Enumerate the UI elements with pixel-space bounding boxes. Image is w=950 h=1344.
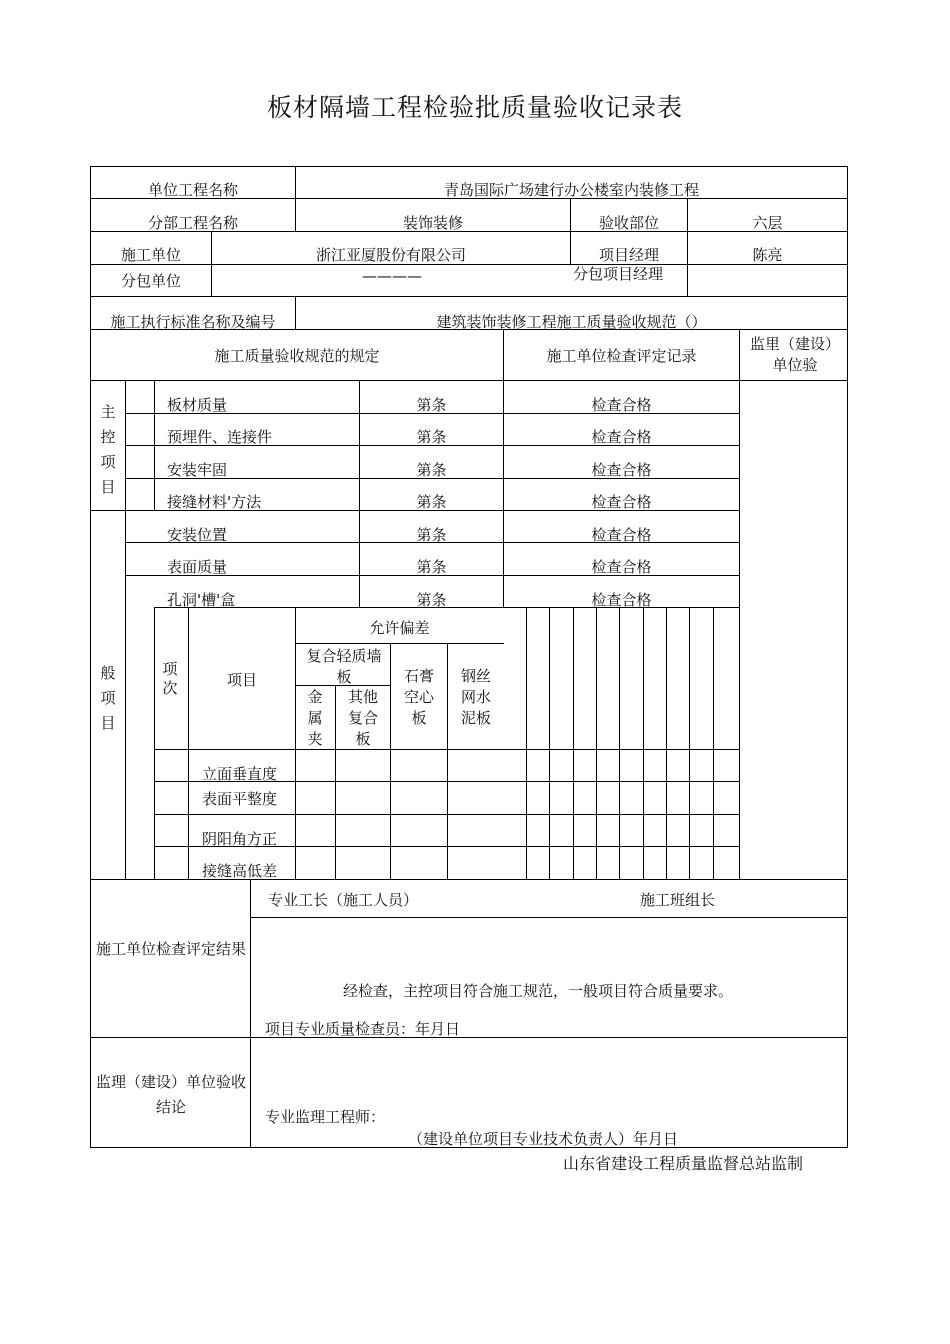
manager-value: 陈亮 bbox=[752, 246, 783, 264]
main-item-name: 接缝材料'方法 bbox=[167, 493, 262, 511]
main-item-result: 检查合格 bbox=[591, 493, 652, 511]
acceptance-part-label: 验收部位 bbox=[598, 214, 659, 232]
division-label: 分部工程名称 bbox=[147, 214, 238, 232]
manager-label: 项目经理 bbox=[598, 246, 659, 264]
general-item-name: 安装位置 bbox=[167, 526, 228, 544]
contractor-conclusion: 经检查，主控项目符合施工规范，一般项目符合质量要求。 bbox=[343, 982, 734, 1000]
subcontractor-value: ———— bbox=[362, 267, 422, 285]
general-item-clause: 第条 bbox=[416, 558, 447, 576]
owner-rep-line: （建设单位项目专业技术负责人）年月日 bbox=[408, 1130, 679, 1148]
general-item-clause: 第条 bbox=[416, 591, 447, 609]
contractor-result-label: 施工单位检查评定结果 bbox=[96, 940, 247, 958]
supervisor-result-label: 监理（建设）单位验收结论 bbox=[96, 1073, 247, 1116]
column-spec: 施工质量验收规范的规定 bbox=[214, 347, 380, 365]
general-item-clause: 第条 bbox=[416, 526, 447, 544]
division-value: 装饰装修 bbox=[402, 214, 463, 232]
main-control-label: 主控项目 bbox=[100, 403, 116, 496]
quality-inspector-line: 项目专业质量检查员：年月日 bbox=[265, 1020, 461, 1038]
acceptance-part-value: 六层 bbox=[752, 214, 783, 232]
item-header: 项目 bbox=[226, 671, 257, 689]
contractor-value: 浙江亚厦股份有限公司 bbox=[315, 246, 466, 264]
general-label: 般项目 bbox=[100, 664, 116, 732]
gypsum-header: 石膏空心板 bbox=[403, 667, 434, 727]
other-header: 其他复合板 bbox=[347, 688, 378, 748]
main-item-clause: 第条 bbox=[416, 428, 447, 446]
standard-label: 施工执行标准名称及编号 bbox=[110, 313, 276, 331]
deviation-row-label: 表面平整度 bbox=[202, 790, 278, 808]
contractor-label: 施工单位 bbox=[120, 246, 181, 264]
general-item-name: 表面质量 bbox=[167, 558, 228, 576]
composite-header: 复合轻质墙板 bbox=[306, 647, 382, 686]
foreman-label: 专业工长（施工人员） bbox=[268, 891, 419, 909]
column-supervisor: 监里（建设）单位验 bbox=[749, 335, 840, 374]
steel-header: 钢丝网水泥板 bbox=[460, 667, 491, 727]
seq-header: 项次 bbox=[162, 660, 178, 697]
main-item-result: 检查合格 bbox=[591, 428, 652, 446]
page-title: 板材隔墙工程检验批质量验收记录表 bbox=[266, 93, 683, 122]
unit-project-label: 单位工程名称 bbox=[147, 181, 238, 199]
main-item-result: 检查合格 bbox=[591, 461, 652, 479]
unit-project-value: 青岛国际广场建行办公楼室内装修工程 bbox=[443, 181, 699, 199]
deviation-row-label: 接缝高低差 bbox=[202, 862, 278, 880]
main-item-name: 安装牢固 bbox=[167, 461, 228, 479]
main-item-name: 预埋件、连接件 bbox=[167, 428, 273, 446]
general-item-name: 孔洞'槽'盒 bbox=[167, 591, 236, 609]
general-item-result: 检查合格 bbox=[591, 558, 652, 576]
deviation-row-label: 立面垂直度 bbox=[202, 765, 278, 783]
metal-header: 金属夹 bbox=[307, 688, 323, 748]
sub-manager-label: 分包项目经理 bbox=[573, 265, 664, 283]
allowed-deviation-header: 允许偏差 bbox=[369, 619, 430, 637]
main-item-name: 板材质量 bbox=[167, 396, 228, 414]
main-item-clause: 第条 bbox=[416, 493, 447, 511]
team-leader-label: 施工班组长 bbox=[640, 891, 716, 909]
general-item-result: 检查合格 bbox=[591, 591, 652, 609]
main-item-clause: 第条 bbox=[416, 461, 447, 479]
main-item-result: 检查合格 bbox=[591, 396, 652, 414]
footer-issuer: 山东省建设工程质量监督总站监制 bbox=[563, 1154, 804, 1173]
main-item-clause: 第条 bbox=[416, 396, 447, 414]
column-contractor-record: 施工单位检查评定记录 bbox=[546, 347, 697, 365]
subcontractor-label: 分包单位 bbox=[120, 272, 181, 290]
deviation-row-label: 阴阳角方正 bbox=[202, 830, 278, 848]
general-item-result: 检查合格 bbox=[591, 526, 652, 544]
standard-value: 建筑装饰装修工程施工质量验收规范（） bbox=[436, 313, 707, 331]
supervisor-engineer-line: 专业监理工程师： bbox=[265, 1108, 386, 1126]
